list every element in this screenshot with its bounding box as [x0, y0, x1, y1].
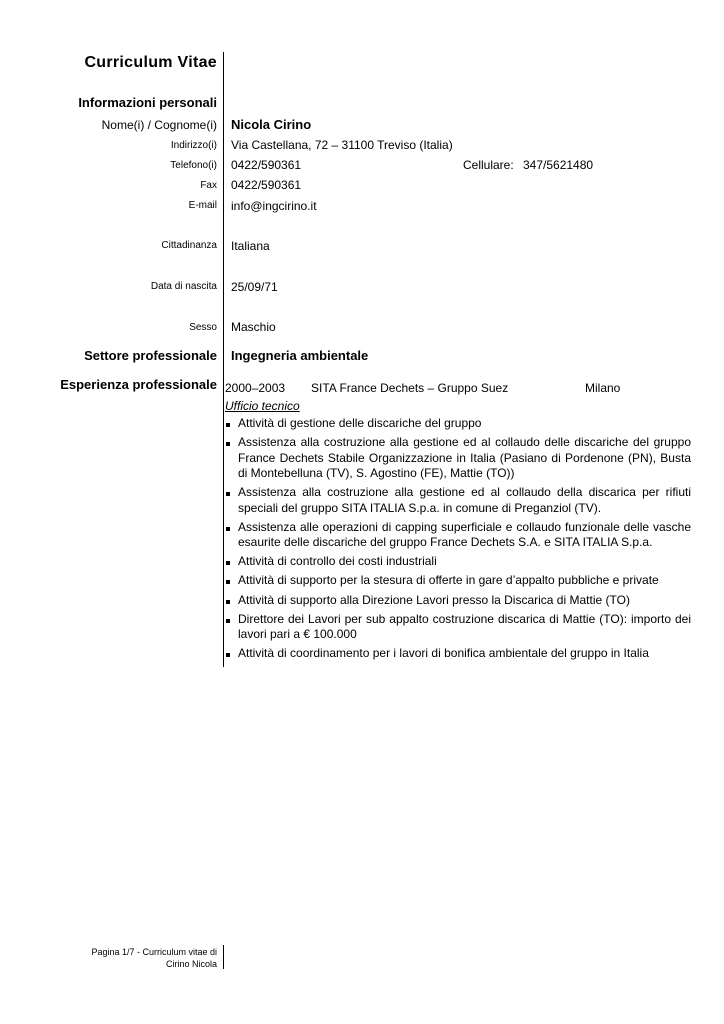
name-label: Nome(i) / Cognome(i) — [101, 118, 217, 132]
list-item: Attività di coordinamento per i lavori di bonifica ambientale del gruppo in Italia — [225, 646, 691, 662]
list-item: Attività di supporto per la stesura di offerte in gare d’appalto pubbliche e private — [225, 573, 691, 589]
fax-value: 0422/590361 — [231, 178, 302, 192]
mobile-label: Cellulare: — [463, 158, 514, 172]
column-divider — [223, 52, 224, 667]
phone-label: Telefono(i) — [170, 160, 217, 171]
footer-line-1: Pagina 1/7 - Curriculum vitae di — [91, 947, 217, 957]
sex-value: Maschio — [231, 320, 276, 334]
personal-info-heading: Informazioni personali — [78, 95, 217, 110]
sex-label: Sesso — [189, 322, 217, 333]
list-item: Assistenza alla costruzione alla gestione ed al collaudo delle discariche del gruppo France Dechets Stabile Organizzazione in Italia (Pasiano di Pordenone (PN), Busta di Montebelluna (TV), S. Agostino (FE), Mattie (TO)) — [225, 435, 691, 482]
email-value[interactable]: info@ingcirino.it — [231, 199, 317, 213]
list-item: Attività di gestione delle discariche del gruppo — [225, 416, 691, 432]
list-item: Attività di controllo dei costi industriali — [225, 554, 691, 570]
list-item: Direttore dei Lavori per sub appalto costruzione discarica di Mattie (TO): importo dei lavori pari a € 100.000 — [225, 612, 691, 643]
sector-value: Ingegneria ambientale — [231, 348, 369, 363]
name-value: Nicola Cirino — [231, 117, 312, 132]
birth-date-value: 25/09/71 — [231, 280, 278, 294]
citizenship-value: Italiana — [231, 239, 270, 253]
page-footer — [91, 946, 217, 970]
address-label: Indirizzo(i) — [170, 140, 217, 151]
address-value: Via Castellana, 72 – 31100 Treviso (Italia) — [231, 138, 453, 152]
citizenship-label: Cittadinanza — [161, 240, 217, 251]
birth-date-label: Data di nascita — [150, 281, 217, 292]
footer-line-2: Cirino Nicola — [165, 959, 217, 969]
sector-heading: Settore professionale — [84, 348, 217, 363]
cv-title: Curriculum Vitae — [84, 54, 217, 71]
list-item: Assistenza alla costruzione alla gestione ed al collaudo della discarica per rifiuti speciali del gruppo SITA ITALIA S.p.a. in comune di Preganziol (TV). — [225, 485, 691, 516]
experience-period: 2000–2003 — [225, 381, 286, 395]
mobile-value: 347/5621480 — [523, 158, 594, 172]
email-label: E-mail — [188, 200, 217, 211]
phone-value: 0422/590361 — [231, 158, 302, 172]
fax-label: Fax — [200, 180, 217, 191]
experience-company: SITA France Dechets – Gruppo Suez — [311, 381, 509, 395]
footer-divider — [223, 945, 224, 969]
experience-role: Ufficio tecnico — [225, 399, 300, 413]
experience-city: Milano — [585, 381, 621, 395]
experience-activities-list — [225, 416, 691, 665]
list-item: Assistenza alle operazioni di capping superficiale e collaudo funzionale delle vasche esaurite delle discariche del gruppo France Dechets S.A. e SITA ITALIA S.p.a. — [225, 520, 691, 551]
list-item: Attività di supporto alla Direzione Lavori presso la Discarica di Mattie (TO) — [225, 593, 691, 609]
experience-heading: Esperienza professionale — [60, 377, 217, 392]
